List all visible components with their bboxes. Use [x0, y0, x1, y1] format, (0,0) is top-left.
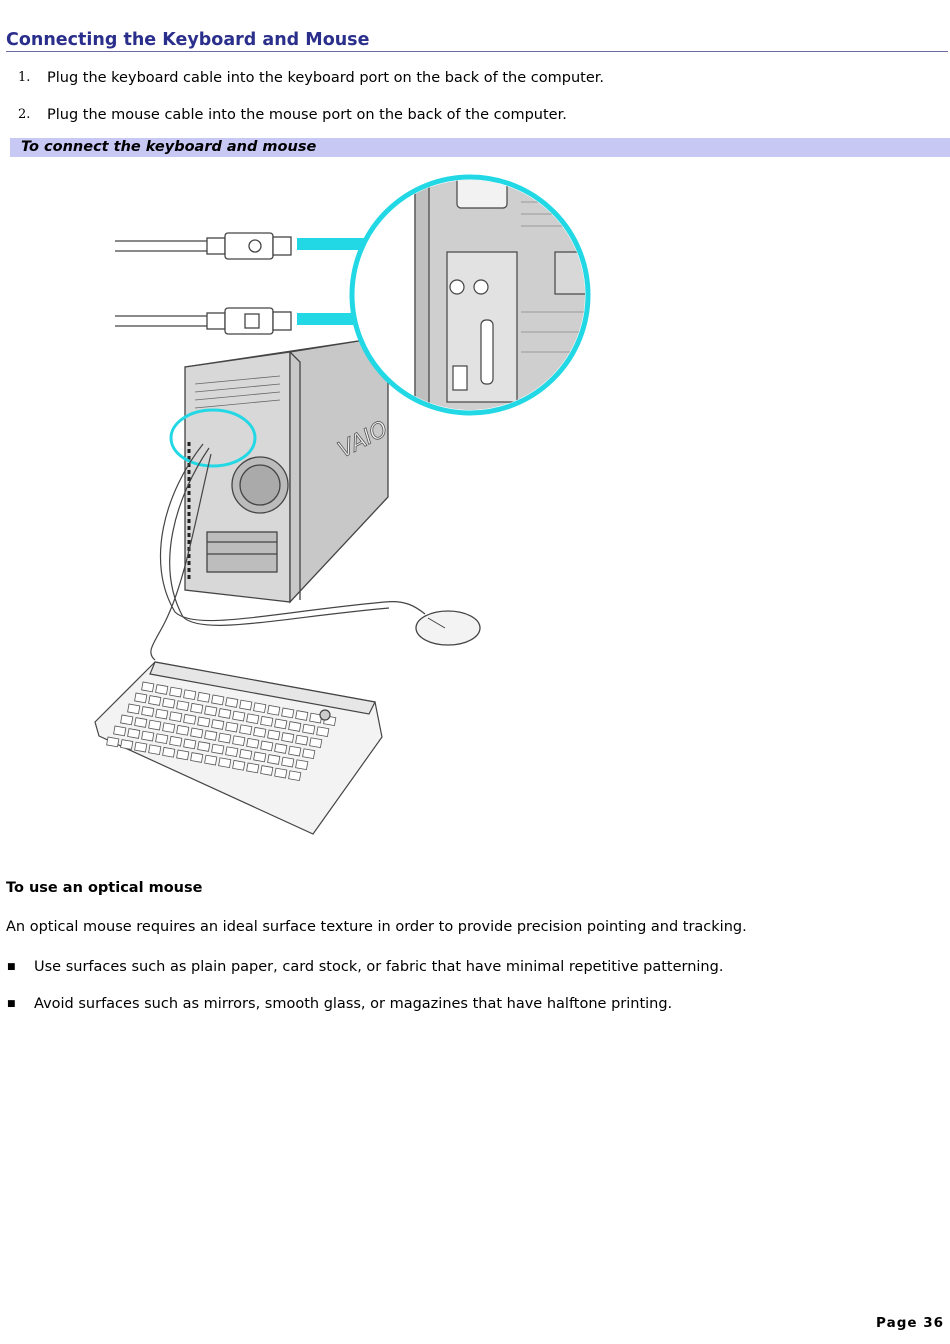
keyboard-key	[282, 708, 294, 718]
keyboard-key	[282, 757, 294, 767]
keyboard-key	[149, 696, 161, 706]
keyboard-key	[212, 744, 224, 754]
keyboard-key	[247, 763, 259, 773]
keyboard-key	[128, 704, 140, 714]
keyboard-key	[261, 716, 273, 726]
keyboard-key	[184, 714, 196, 724]
keyboard-key	[289, 771, 301, 781]
step-text: Plug the mouse cable into the mouse port on the back of the computer.	[47, 107, 567, 123]
keyboard-key	[219, 709, 231, 719]
optical-mouse-intro: An optical mouse requires an ideal surface texture in order to provide precision pointing and tracking.	[6, 919, 747, 935]
mouse-cable-plug	[115, 308, 291, 334]
keyboard-key	[156, 709, 168, 719]
computer-tower	[185, 340, 388, 602]
keyboard-key	[177, 701, 189, 711]
keyboard-key	[170, 736, 182, 746]
keyboard-key	[142, 731, 154, 741]
keyboard-key	[191, 728, 203, 738]
keyboard-illustration	[95, 662, 382, 834]
keyboard-key	[184, 739, 196, 749]
keyboard-key	[317, 727, 329, 737]
bullet-icon: ■	[7, 999, 16, 1009]
keyboard-key	[205, 731, 217, 741]
keyboard-key	[219, 758, 231, 768]
keyboard-key	[303, 749, 315, 759]
keyboard-key	[261, 741, 273, 751]
keyboard-key	[303, 724, 315, 734]
step-number: 1.	[18, 70, 31, 85]
vaio-logo: VAIO	[334, 416, 393, 464]
keyboard-cable-plug	[115, 233, 291, 259]
keyboard-key	[268, 755, 280, 765]
keyboard-key	[198, 717, 210, 727]
keyboard-key	[156, 734, 168, 744]
keyboard-key	[177, 750, 189, 760]
keyboard-key	[240, 725, 252, 735]
keyboard-key	[135, 718, 147, 728]
keyboard-key	[310, 738, 322, 748]
step-number: 2.	[18, 107, 31, 122]
keyboard-key	[156, 685, 168, 695]
procedure-banner	[10, 138, 950, 157]
keyboard-key	[268, 730, 280, 740]
keyboard-key	[261, 766, 273, 776]
keyboard-key	[296, 735, 308, 745]
keyboard-key	[163, 747, 175, 757]
keyboard-key	[240, 749, 252, 759]
keyboard-key	[296, 760, 308, 770]
port-zoom-inset	[352, 162, 605, 422]
bullet-icon: ■	[7, 962, 16, 972]
keyboard-key	[184, 690, 196, 700]
keyboard-key	[149, 745, 161, 755]
keyboard-key	[205, 755, 217, 765]
keyboard-key	[268, 705, 280, 715]
keyboard-key	[114, 726, 126, 736]
keyboard-key	[296, 711, 308, 721]
keyboard-key	[163, 723, 175, 733]
keyboard-key	[135, 742, 147, 752]
keyboard-key	[289, 722, 301, 732]
keyboard-key	[254, 703, 266, 713]
keyboard-key	[191, 703, 203, 713]
keyboard-key	[142, 707, 154, 717]
keyboard-key	[177, 725, 189, 735]
step-text: Plug the keyboard cable into the keyboard port on the back of the computer.	[47, 70, 604, 86]
keyboard-key	[275, 719, 287, 729]
keyboard-key	[226, 747, 238, 757]
keyboard-key	[163, 698, 175, 708]
connection-illustration	[85, 162, 605, 842]
keyboard-key	[107, 737, 119, 747]
keyboard-key	[254, 727, 266, 737]
keyboard-key	[226, 698, 238, 708]
mouse-illustration	[416, 611, 480, 645]
keyboard-key	[226, 722, 238, 732]
keyboard-key	[191, 753, 203, 763]
keyboard-key	[198, 742, 210, 752]
banner-label: To connect the keyboard and mouse	[21, 139, 317, 155]
keyboard-key	[128, 729, 140, 739]
keyboard-key	[212, 695, 224, 705]
keyboard-key	[121, 740, 133, 750]
keyboard-key	[233, 760, 245, 770]
keyboard-key	[198, 692, 210, 702]
page-number: Page 36	[876, 1315, 944, 1331]
keyboard-key	[212, 720, 224, 730]
keyboard-key	[170, 712, 182, 722]
keyboard-key	[205, 706, 217, 716]
keyboard-key	[142, 682, 154, 692]
keyboard-key	[121, 715, 133, 725]
keyboard-key	[275, 744, 287, 754]
keyboard-key	[275, 768, 287, 778]
page-title: Connecting the Keyboard and Mouse	[6, 30, 948, 52]
keyboard-key	[149, 720, 161, 730]
keyboard-key	[247, 714, 259, 724]
optical-mouse-heading: To use an optical mouse	[6, 880, 203, 896]
keyboard-key	[247, 738, 259, 748]
keyboard-key	[282, 733, 294, 743]
keyboard-key	[289, 746, 301, 756]
keyboard-key	[233, 736, 245, 746]
keyboard-key	[170, 687, 182, 697]
keyboard-key	[240, 700, 252, 710]
keyboard-key	[219, 733, 231, 743]
keyboard-key	[233, 711, 245, 721]
keyboard-key	[135, 693, 147, 703]
keyboard-key	[254, 752, 266, 762]
